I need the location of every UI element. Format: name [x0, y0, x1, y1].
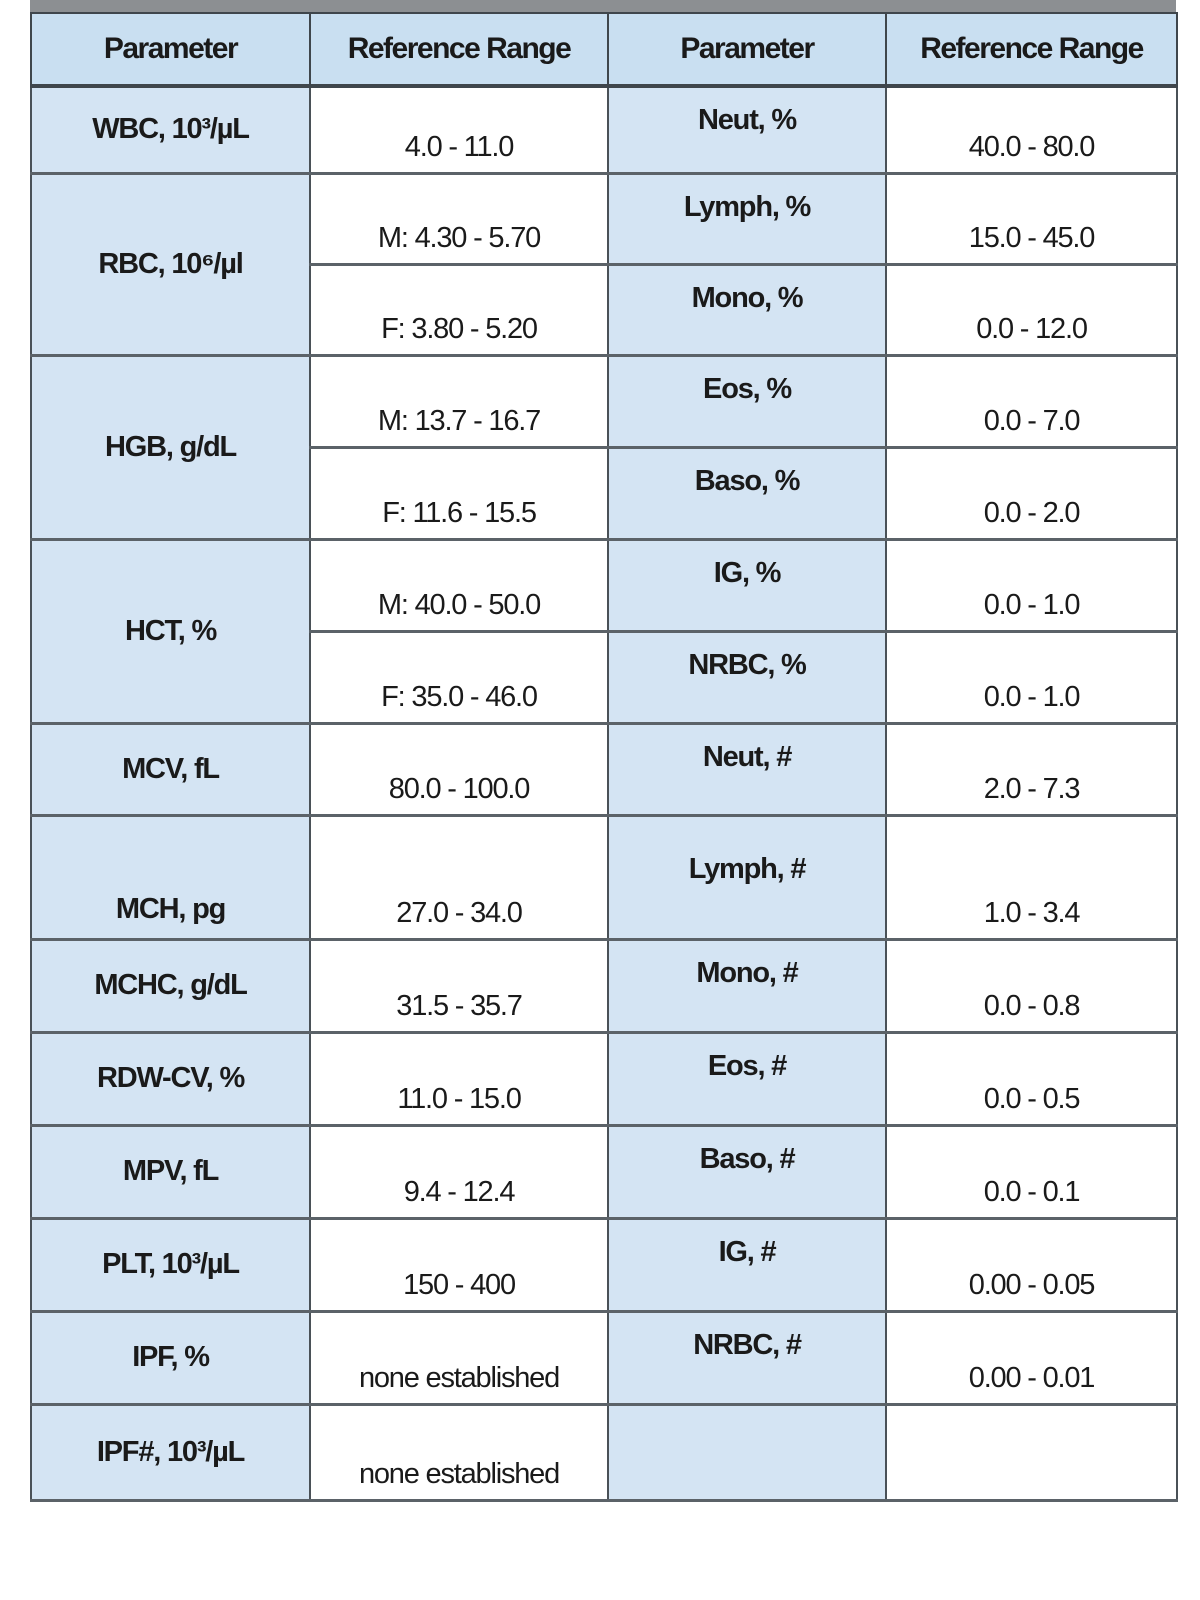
- range-nrbc-pct: 0.0 - 1.0: [886, 631, 1177, 723]
- range-rdw: 11.0 - 15.0: [310, 1032, 608, 1125]
- range-mchc: 31.5 - 35.7: [310, 939, 608, 1032]
- table-top-border: [30, 0, 1176, 12]
- range-eos-pct: 0.0 - 7.0: [886, 355, 1177, 447]
- range-hgb-female: F: 11.6 - 15.5: [310, 447, 608, 539]
- table-row: [31, 1032, 1177, 1125]
- param-baso-abs: Baso, #: [608, 1125, 886, 1218]
- range-eos-abs: 0.0 - 0.5: [886, 1032, 1177, 1125]
- range-baso-pct: 0.0 - 2.0: [886, 447, 1177, 539]
- range-ipf-abs: none established: [310, 1404, 608, 1500]
- range-hct-male: M: 40.0 - 50.0: [310, 539, 608, 631]
- param-lymph-abs: Lymph, #: [608, 815, 886, 939]
- range-lymph-pct: 15.0 - 45.0: [886, 173, 1177, 264]
- param-mono-abs: Mono, #: [608, 939, 886, 1032]
- range-plt: 150 - 400: [310, 1218, 608, 1311]
- range-wbc: 4.0 - 11.0: [310, 86, 608, 173]
- param-mchc: MCHC, g/dL: [31, 939, 310, 1032]
- param-eos-abs: Eos, #: [608, 1032, 886, 1125]
- range-nrbc-abs: 0.00 - 0.01: [886, 1311, 1177, 1404]
- param-ig-pct: IG, %: [608, 539, 886, 631]
- param-ipf: IPF, %: [31, 1311, 310, 1404]
- param-baso-pct: Baso, %: [608, 447, 886, 539]
- range-rbc-female: F: 3.80 - 5.20: [310, 264, 608, 355]
- param-neut-abs: Neut, #: [608, 723, 886, 815]
- range-hgb-male: M: 13.7 - 16.7: [310, 355, 608, 447]
- range-mono-pct: 0.0 - 12.0: [886, 264, 1177, 355]
- range-rbc-male: M: 4.30 - 5.70: [310, 173, 608, 264]
- header-range-right: Reference Range: [886, 13, 1177, 86]
- range-ig-abs: 0.00 - 0.05: [886, 1218, 1177, 1311]
- range-lymph-abs: 1.0 - 3.4: [886, 815, 1177, 939]
- table-row: [31, 355, 1177, 447]
- header-parameter-right: Parameter: [608, 13, 886, 86]
- param-lymph-pct: Lymph, %: [608, 173, 886, 264]
- param-nrbc-abs: NRBC, #: [608, 1311, 886, 1404]
- param-mch: MCH, pg: [31, 815, 310, 939]
- table-row: [31, 1218, 1177, 1311]
- param-eos-pct: Eos, %: [608, 355, 886, 447]
- table-row: [31, 723, 1177, 815]
- range-mono-abs: 0.0 - 0.8: [886, 939, 1177, 1032]
- param-mcv: MCV, fL: [31, 723, 310, 815]
- range-neut-pct: 40.0 - 80.0: [886, 86, 1177, 173]
- range-ig-pct: 0.0 - 1.0: [886, 539, 1177, 631]
- param-plt: PLT, 10³/µL: [31, 1218, 310, 1311]
- param-rbc: RBC, 10⁶/µl: [31, 173, 310, 355]
- table-row: [31, 1404, 1177, 1500]
- header-parameter-left: Parameter: [31, 13, 310, 86]
- table-header-row: [31, 13, 1177, 86]
- range-neut-abs: 2.0 - 7.3: [886, 723, 1177, 815]
- header-range-left: Reference Range: [310, 13, 608, 86]
- table-row: [31, 1311, 1177, 1404]
- range-mch: 27.0 - 34.0: [310, 815, 608, 939]
- param-ig-abs: IG, #: [608, 1218, 886, 1311]
- empty-param-cell: [608, 1404, 886, 1500]
- param-wbc: WBC, 10³/µL: [31, 86, 310, 173]
- param-ipf-abs: IPF#, 10³/µL: [31, 1404, 310, 1500]
- table-row: [31, 1125, 1177, 1218]
- reference-range-table: [30, 12, 1178, 1502]
- range-baso-abs: 0.0 - 0.1: [886, 1125, 1177, 1218]
- param-rdw: RDW-CV, %: [31, 1032, 310, 1125]
- table-row: [31, 173, 1177, 264]
- param-hct: HCT, %: [31, 539, 310, 723]
- empty-range-cell: [886, 1404, 1177, 1500]
- param-neut-pct: Neut, %: [608, 86, 886, 173]
- table-row: [31, 539, 1177, 631]
- range-mpv: 9.4 - 12.4: [310, 1125, 608, 1218]
- param-mono-pct: Mono, %: [608, 264, 886, 355]
- range-mcv: 80.0 - 100.0: [310, 723, 608, 815]
- param-mpv: MPV, fL: [31, 1125, 310, 1218]
- range-ipf: none established: [310, 1311, 608, 1404]
- table-row: [31, 939, 1177, 1032]
- range-hct-female: F: 35.0 - 46.0: [310, 631, 608, 723]
- table-row: [31, 815, 1177, 939]
- param-hgb: HGB, g/dL: [31, 355, 310, 539]
- table-row: [31, 86, 1177, 173]
- param-nrbc-pct: NRBC, %: [608, 631, 886, 723]
